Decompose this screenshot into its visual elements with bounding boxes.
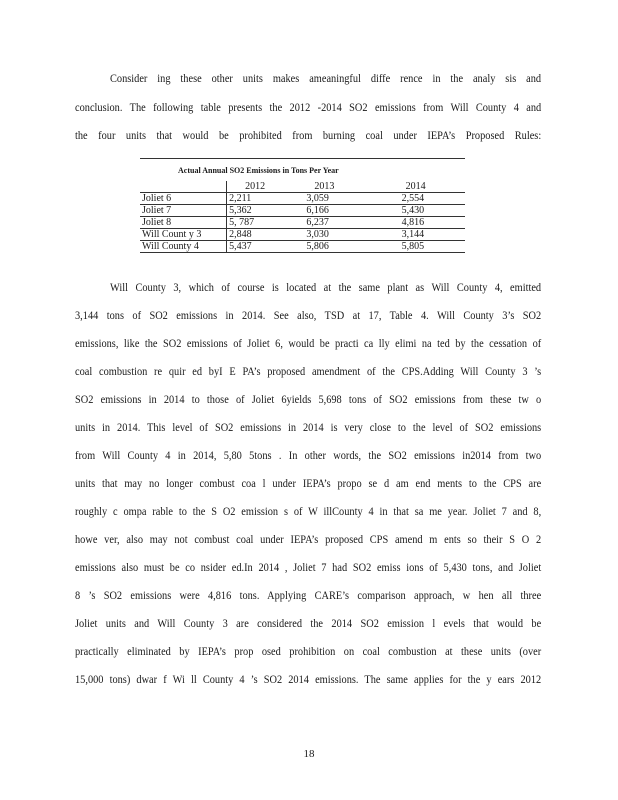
row-name: Joliet 8 [140,217,227,229]
cell-2014: 5,430 [374,205,465,217]
paragraph2-line-14: practically eliminated by IEPA’s prop osed prohibition on coal combustion at these units (over [75,646,542,658]
table-row [140,193,465,205]
row-name: Will County 4 [140,241,227,253]
table-year-header: 2014 [405,181,426,192]
paragraph2-line-5: SO2 emissions in 2014 to those of Joliet 6yields 5,698 tons of SO2 emissions from these tw o [75,394,542,406]
cell-2012: 2,848 [227,229,305,241]
paragraph2-line-10: howe ver, also may not combust coal under IEPA’s proposed CPS amend m ents so their S O 2 [75,534,542,546]
paragraph2-line-13: Joliet units and Will County 3 are considered the 2014 SO2 emission l evels that would be [75,618,542,630]
cell-2013: 3,059 [304,193,373,205]
paragraph2-line-9: roughly c ompa rable to the S O2 emission s of W illCounty 4 in that sa me year. Joliet 7 and 8, [75,506,542,518]
cell-2013: 6,166 [304,205,373,217]
table-year-header: 2012 [245,181,266,192]
cell-2013: 5,806 [304,241,373,253]
cell-2012: 5,362 [227,205,305,217]
table-row [140,205,465,217]
row-name: Will Count y 3 [140,229,227,241]
cell-2014: 3,144 [374,229,465,241]
paragraph2-line-6: units in 2014. This level of SO2 emissions in 2014 is very close to the level of SO2 emissions [75,422,542,434]
paragraph2-line-1: Will County 3, which of course is located at the same plant as Will County 4, emitted [110,282,542,294]
paragraph2-line-8: units that may no longer combust coa l under IEPA’s propo se d am end ments to the CPS are [75,478,542,490]
row-name: Joliet 6 [140,193,227,205]
paragraph2-line-3: emissions, like the SO2 emissions of Joliet 6, would be practi ca lly elimi na ted by the cessation of [75,338,542,350]
paragraph2-line-7: from Will County 4 in 2014, 5,80 5tons . In other words, the SO2 emissions in2014 from two [75,450,542,462]
cell-2013: 6,237 [304,217,373,229]
table-row [140,229,465,241]
table-row [140,217,465,229]
paragraph1-line-2: conclusion. The following table presents the 2012 -2014 SO2 emissions from Will County 4 and [75,102,542,114]
table-corner [140,181,227,192]
row-name: Joliet 7 [140,205,227,217]
cell-2014: 2,554 [374,193,465,205]
table-caption: Actual Annual SO2 Emissions in Tons Per Year [178,165,339,175]
cell-2012: 5, 787 [227,217,305,229]
cell-2012: 2,211 [227,193,305,205]
table-row [140,241,465,253]
paragraph2-line-2: 3,144 tons of SO2 emissions in 2014. See also, TSD at 17, Table 4. Will County 3’s SO2 [75,310,542,322]
page-number: 18 [303,748,315,760]
cell-2012: 5,437 [227,241,305,253]
cell-2014: 4,816 [374,217,465,229]
paragraph1-line-1: Consider ing these other units makes ameaningful diffe rence in the analy sis and [110,73,542,85]
paragraph1-line-3: the four units that would be prohibited from burning coal under IEPA’s Proposed Rules: [75,130,542,142]
table-year-header: 2013 [314,181,335,192]
emissions-table [140,158,465,253]
paragraph2-line-15: 15,000 tons) dwar f Wi ll County 4 ’s SO2 2014 emissions. The same applies for the y ears 2012 [75,674,542,686]
paragraph2-line-12: 8 ’s SO2 emissions were 4,816 tons. Applying CARE’s comparison approach, w hen all three [75,590,542,602]
cell-2013: 3,030 [304,229,373,241]
paragraph2-line-11: emissions also must be co nsider ed.In 2014 , Joliet 7 had SO2 emiss ions of 5,430 tons, and Joliet [75,562,542,574]
cell-2014: 5,805 [374,241,465,253]
paragraph2-line-4: coal combustion re quir ed byI E PA’s proposed amendment of the CPS.Adding Will County 3 ’s [75,366,542,378]
